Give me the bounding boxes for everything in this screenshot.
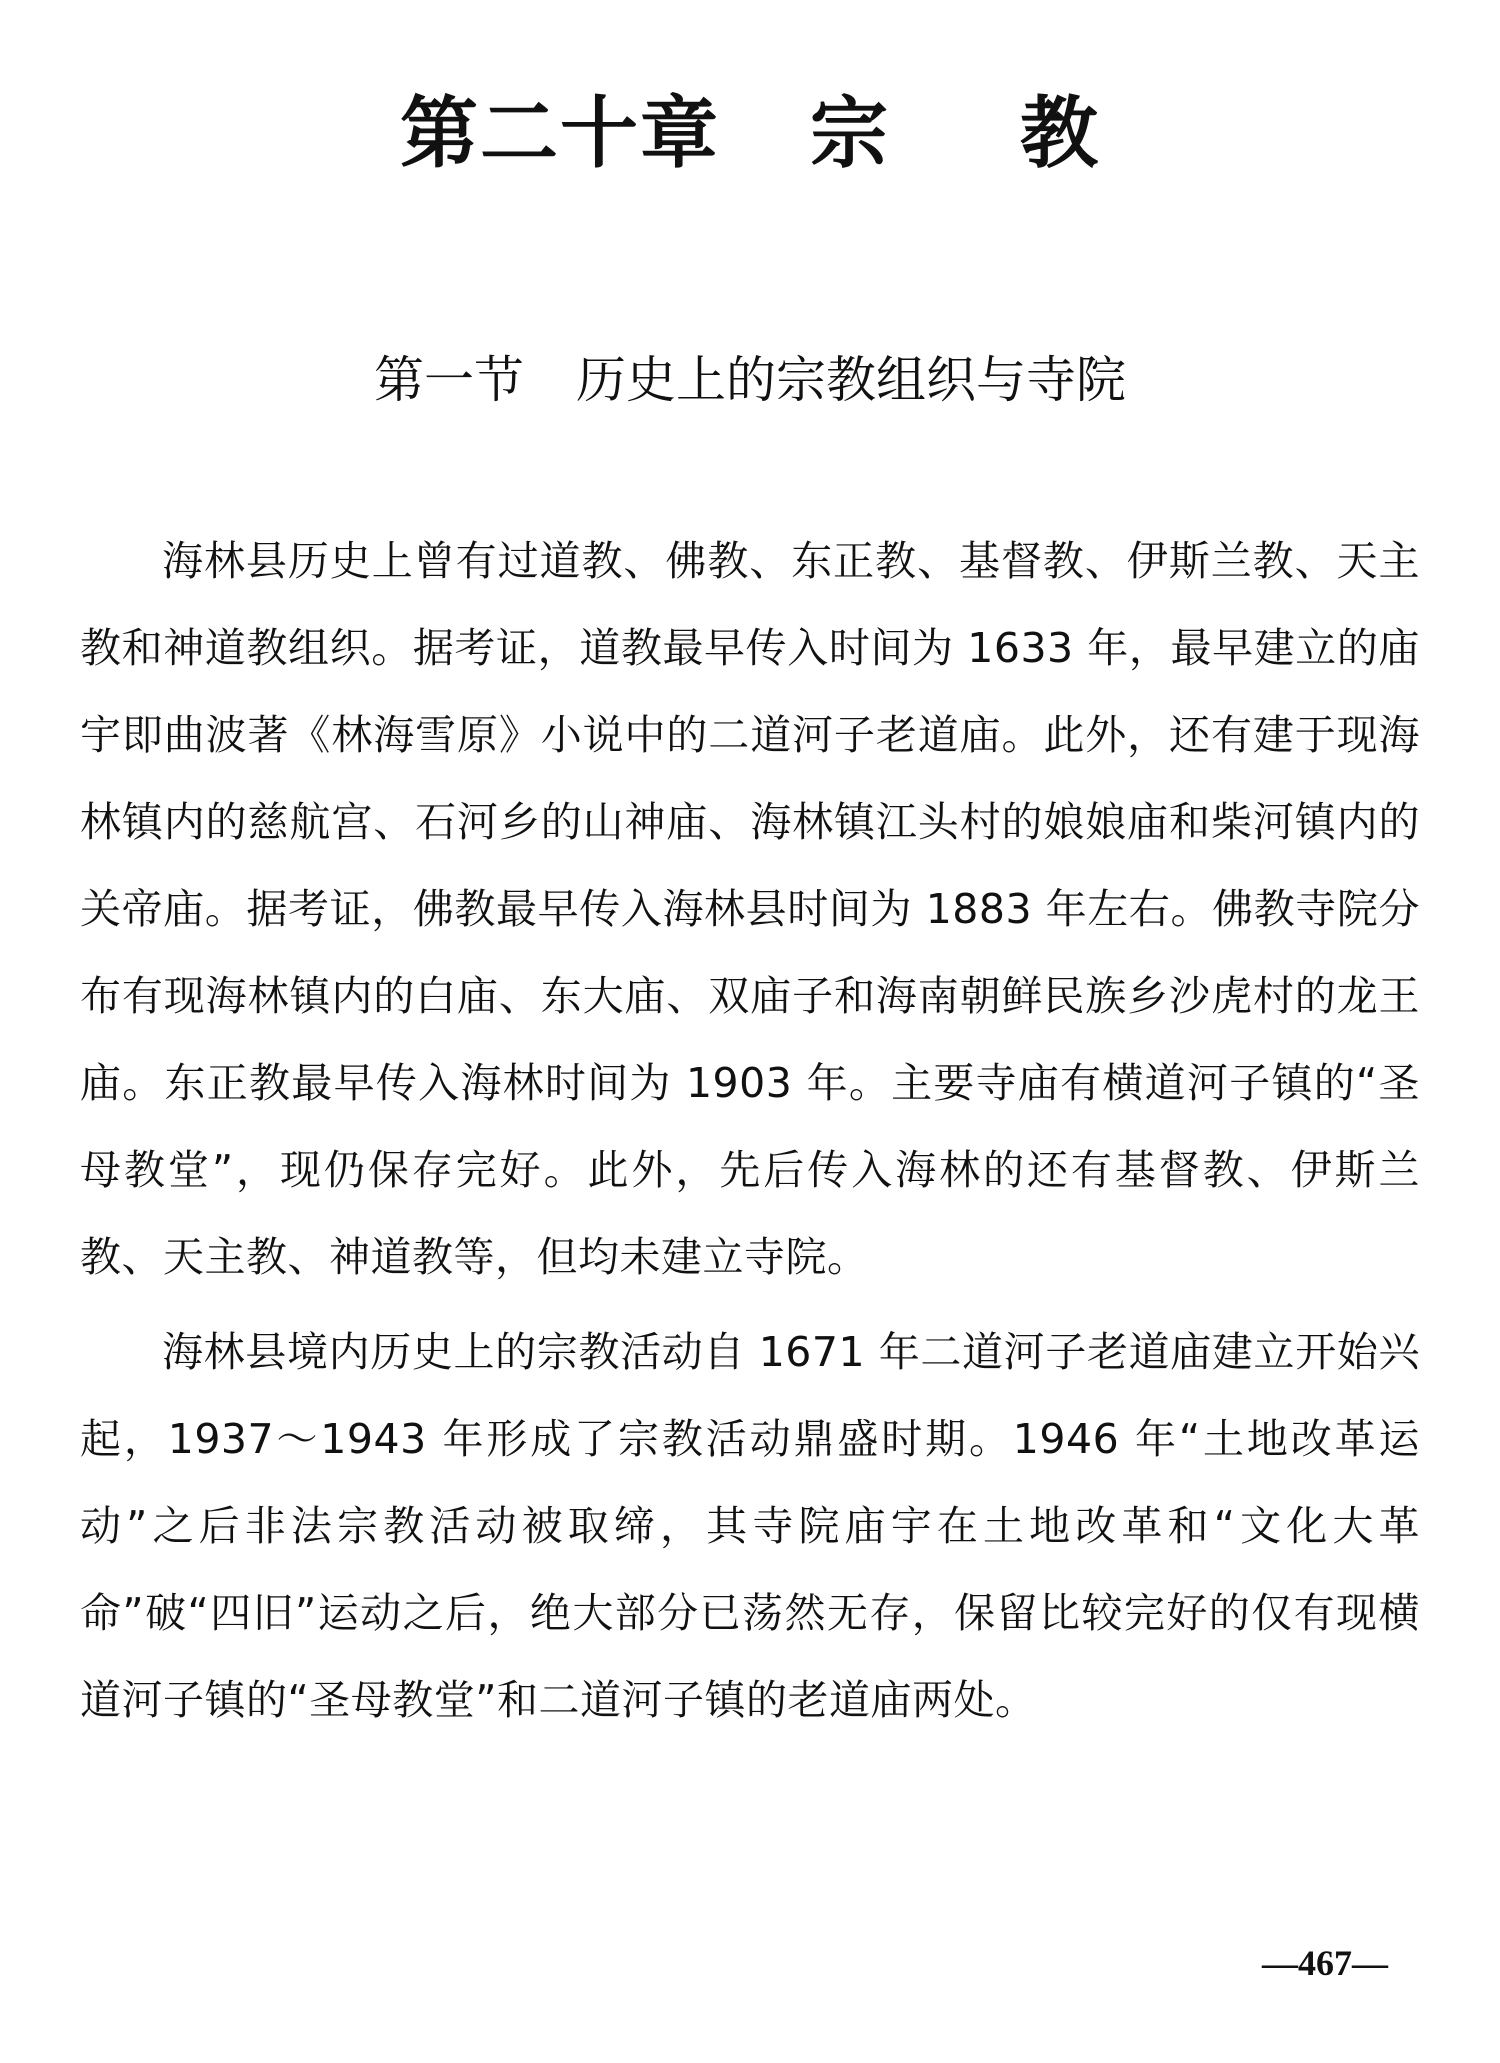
chapter-title	[0, 89, 1500, 179]
chapter-title-part2: 教	[1020, 89, 1101, 179]
paragraph-1: 海林县历史上曾有过道教、佛教、东正教、基督教、伊斯兰教、天主教和神道教组织。据考证，道教最早传入时间为 1633 年，最早建立的庙宇即曲波著《林海雪原》小说中的二道河子老道庙。此外，还有建于现海林镇内的慈航宫、石河乡的山神庙、海林镇江头村的娘娘庙和柴河镇内的关帝庙。据考证，佛教最早传入海林县时间为 1883 年左右。佛教寺院分布有现海林镇内的白庙、东大庙、双庙子和海南朝鲜民族乡沙虎村的龙王庙。东正教最早传入海林时间为 1903 年。主要寺庙有横道河子镇的“圣母教堂”，现仍保存完好。此外，先后传入海林的还有基督教、伊斯兰教、天主教、神道教等，但均未建立寺院。	[80, 537, 1420, 1281]
chapter-number: 第二十章	[399, 89, 720, 179]
page-number: —467—	[1262, 1943, 1388, 1983]
section-title	[0, 351, 1500, 409]
paragraph-2: 海林县境内历史上的宗教活动自 1671 年二道河子老道庙建立开始兴起，1937～1943 年形成了宗教活动鼎盛时期。1946 年“土地改革运动”之后非法宗教活动被取缔，其寺院庙宇在土地改革和“文化大革命”破“四旧”运动之后，绝大部分已荡然无存，保留比较完好的仅有现横道河子镇的“圣母教堂”和二道河子镇的老道庙两处。	[80, 1328, 1420, 1724]
section-number: 第一节	[374, 351, 524, 409]
chapter-title-part1: 宗	[809, 89, 890, 179]
section-heading: 历史上的宗教组织与寺院	[576, 351, 1126, 409]
body-text	[80, 518, 1420, 1752]
